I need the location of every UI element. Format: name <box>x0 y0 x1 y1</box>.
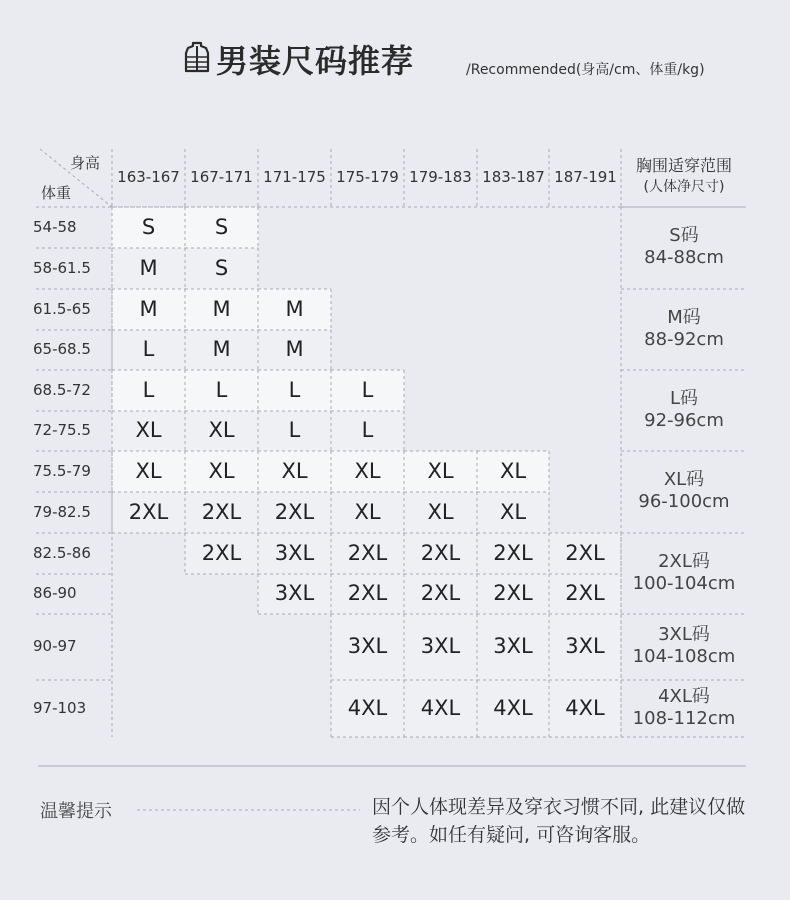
size-cell: M <box>212 337 231 361</box>
height-column-header: 163-167 <box>117 168 180 186</box>
size-cell: 2XL <box>493 540 533 565</box>
chest-range-value: 84-88cm <box>644 247 724 268</box>
weight-label: 58-61.5 <box>33 258 91 277</box>
weight-label: 72-75.5 <box>33 421 91 439</box>
chest-size-label: M码 <box>667 306 701 328</box>
size-cell: 2XL <box>274 499 315 524</box>
corner-weight-label: 体重 <box>41 184 72 202</box>
size-cell: 3XL <box>493 634 533 658</box>
size-cell: XL <box>427 458 454 483</box>
weight-label: 68.5-72 <box>33 380 91 399</box>
chest-range <box>622 307 746 351</box>
size-cell: 4XL <box>565 695 605 720</box>
chest-range-value: 104-108cm <box>632 646 736 667</box>
size-cell: 4XL <box>493 695 533 720</box>
size-cell: M <box>139 255 158 280</box>
chest-size-label: 3XL码 <box>658 624 710 645</box>
tips-label: 温馨提示 <box>40 801 112 822</box>
chest-range-value: 92-96cm <box>644 409 724 431</box>
size-cell: L <box>142 377 155 402</box>
weight-label: 82.5-86 <box>33 543 91 562</box>
size-cell: XL <box>499 499 527 524</box>
size-cell: XL <box>208 458 235 483</box>
size-cell: 2XL <box>493 581 533 605</box>
chest-header <box>620 156 748 197</box>
size-cell: 4XL <box>347 695 388 720</box>
chest-range <box>622 686 746 730</box>
chest-size-label: L码 <box>669 387 699 409</box>
size-cell: L <box>288 418 301 442</box>
size-cell: 2XL <box>128 499 169 524</box>
size-cell: M <box>285 337 304 361</box>
weight-label: 79-82.5 <box>33 502 91 521</box>
chest-range-value: 100-104cm <box>632 572 736 594</box>
size-cell: 2XL <box>201 499 242 524</box>
size-cell: XL <box>354 458 381 483</box>
size-cell: 2XL <box>565 540 605 565</box>
height-column-header: 187-191 <box>554 168 617 186</box>
chest-range-value: 108-112cm <box>632 707 736 729</box>
size-cell: L <box>215 377 228 402</box>
size-cell: 2XL <box>347 581 388 605</box>
size-cell: XL <box>208 418 235 442</box>
size-cell: 2XL <box>420 540 461 565</box>
size-cell: 3XL <box>274 540 315 565</box>
weight-label: 97-103 <box>33 698 87 717</box>
page-subtitle: /Recommended(身高/cm、体重/kg) <box>466 62 705 78</box>
size-cell: S <box>214 255 229 280</box>
size-cell: XL <box>135 458 162 483</box>
size-cell: 3XL <box>565 634 605 658</box>
size-cell: 2XL <box>565 581 605 605</box>
height-column-header: 167-171 <box>190 168 253 186</box>
weight-label: 75.5-79 <box>33 461 91 480</box>
size-cell: XL <box>281 458 308 483</box>
chest-header-note: (人体净尺寸) <box>643 179 725 195</box>
chest-size-label: 4XL码 <box>658 685 710 707</box>
size-cell: S <box>214 214 229 239</box>
chest-range-value: 96-100cm <box>638 491 730 512</box>
size-cell: S <box>141 214 156 239</box>
size-cell: XL <box>135 418 162 442</box>
chest-range-value: 88-92cm <box>644 328 724 350</box>
size-cell: 2XL <box>420 581 461 605</box>
chest-header-title: 胸围适穿范围 <box>635 156 732 175</box>
size-cell: 2XL <box>347 540 388 565</box>
size-cell: L <box>361 418 374 442</box>
size-cell: XL <box>354 499 381 524</box>
size-cell: 4XL <box>420 695 461 720</box>
size-cell: 2XL <box>201 540 242 565</box>
chest-range <box>622 388 746 432</box>
weight-label: 86-90 <box>33 584 77 602</box>
chest-size-label: XL码 <box>663 469 705 490</box>
size-cell: L <box>361 377 374 402</box>
size-cell: XL <box>499 458 527 483</box>
chest-size-label: 2XL码 <box>658 550 710 572</box>
size-cell: L <box>142 337 155 361</box>
chest-range <box>622 225 746 269</box>
weight-label: 90-97 <box>33 637 77 655</box>
size-cell: L <box>288 377 301 402</box>
size-cell: M <box>139 296 158 321</box>
size-cell: 3XL <box>274 581 315 605</box>
chest-range <box>622 624 746 668</box>
weight-label: 61.5-65 <box>33 299 91 318</box>
size-cell: XL <box>427 499 454 524</box>
page-title: 男装尺码推荐 <box>216 42 415 80</box>
chest-range <box>622 469 746 513</box>
height-column-header: 183-187 <box>482 168 545 186</box>
tips-text: 因个人体现差异及穿衣习惯不同, 此建议仅做参考。如任有疑问, 可咨询客服。 <box>372 796 746 846</box>
size-cell: M <box>212 296 231 321</box>
size-cell: 3XL <box>347 634 388 658</box>
chest-size-label: S码 <box>669 225 699 246</box>
height-column-header: 179-183 <box>409 168 472 186</box>
height-column-header: 171-175 <box>263 168 326 186</box>
size-cell: M <box>285 296 304 321</box>
weight-label: 54-58 <box>33 217 77 236</box>
chest-range <box>622 551 746 595</box>
weight-label: 65-68.5 <box>33 340 91 358</box>
corner-height-label: 身高 <box>70 154 101 172</box>
size-cell: 3XL <box>420 634 461 658</box>
height-column-header: 175-179 <box>336 168 399 186</box>
